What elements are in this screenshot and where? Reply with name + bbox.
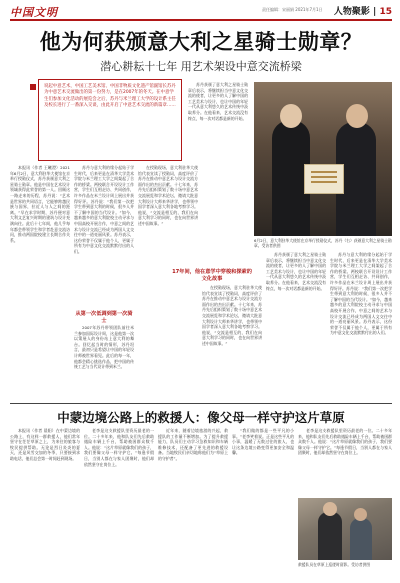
- article2-column-3: [158, 428, 228, 578]
- section-title: 人物聚影: [333, 7, 370, 17]
- article-paragraph: “我们做的都是一些平凡的小事。”老李笑着说。正是这些平凡的小事，温暖了无数过往的旅人，也让这条边境公路变得更加安全和温馨。: [232, 428, 294, 456]
- photo-person-left-head: [323, 502, 337, 516]
- article2-column-4: [232, 428, 294, 578]
- article-divider: [10, 403, 392, 404]
- article-column-5: [266, 252, 326, 401]
- article-paragraph: 苏丹获颁了意大利之星骑士勋章后表示，将继续担当中意文化交流的使者，让更多的人了解中国的工艺美术与设计，也让中国的年轻一代从意大利悠久的艺术传统中汲取养分。在他看来，艺术交流没有终点，每一次对话都是新的开始。: [188, 82, 248, 121]
- article-paragraph: 在授勋现场，意大利驻华大使馆代表宣读了授勋词，高度评价了苏丹在推动中意艺术与设计交流方面作出的杰出贡献。十七年来，苏丹先后组织策划了数十场中意艺术交流展览和学术论坛，邀请大批意大利设计大师来华讲学，也带领中国学者深入意大利各地考察学习。他说，“交流是相互的，我们在向意大利学习的同时，也在向世界讲述中国故事。”: [202, 285, 262, 346]
- article-paragraph: 近年来，随着边境旅游的兴起，救援队的工作量不断增加。为了提升救援能力，队员们主动学习急救知识和车辆维修技术，还配备了更先进的救援设备。当地牧民们亲切地称他们为“草原上的守护者”。: [158, 428, 228, 461]
- article-paragraph: 本报讯（作者 晨阳）在中蒙边境的公路上，有这样一群救援人，他们常年坚守在茫茫草原之上，为来往的旅客与牧民提供帮助。无论是烈日炎炎的夏天，还是风雪交加的冬季，只要接到求助电话，他们总会第一时间赶到现场。: [10, 428, 80, 461]
- award-ceremony-photo: [254, 82, 392, 236]
- intro-marker-icon: [30, 84, 36, 90]
- photo-person-right: [350, 518, 372, 560]
- photo-person-left-head: [280, 104, 302, 128]
- second-article-headline: 中蒙边境公路上的救援人：像父母一样守护这片草原: [57, 410, 345, 425]
- article-column-2a: [74, 165, 134, 309]
- article-headline: 他为何获颁意大利之星骑士勋章？: [39, 29, 363, 54]
- article-paragraph: 苏丹与意大利的缘分起始于学生时代，后来更是在清华大学美术学院与米兰理工大学之间架起了合作的桥梁。两校联合开设设计工作营，学生们互相走访、共同创作，许多作品在米兰设计周上展出并获得好评。苏丹说：“我们第一次把学生带到意大利的时候，很多人并不了解中国的当代设计。”如今，越来越多的意大利院校主动寻求与中国高校开展合作，中意之间的艺术与设计交流已经成为两国人文交往中的一道亮丽风景。苏丹表示，这份荣誉不仅属于他个人，更属于所有为中意文化交流默默付出的人们。: [330, 252, 392, 336]
- article-paragraph: 在授勋现场，意大利驻华大使馆代表宣读了授勋词，高度评价了苏丹在推动中意艺术与设计交流方面作出的杰出贡献。十七年来，苏丹先后组织策划了数十场中意艺术交流展览和学术论坛，邀请大批意大利设计大师来华讲学，也带领中国学者深入意大利各地考察学习。他说，“交流是相互的，我们在向意大利学习的同时，也在向世界讲述中国故事。”: [138, 165, 198, 226]
- issue-meta: 责任编辑：宋丽娟 2021年7月1日: [262, 7, 323, 12]
- article-intro-box: 说起中意艺术，中国工艺美术馆、中国非物质文化遗产馆副馆长苏丹为中意艺术交流做出的第一份努力，是在2007年的冬天。在中意学生们参加文化活动的展览会之后，苏丹与米兰理工大学的设计系主任及校长进行了一番深入交谈，由此开启了中意艺术交流的新篇章……: [38, 79, 182, 161]
- photo-person-left: [318, 512, 342, 560]
- page-header: [10, 4, 392, 18]
- section-subheading: 17年间，他在意学中穿梭和探索的文化故事: [172, 269, 252, 282]
- article2-column-1: [10, 428, 80, 578]
- article2-column-5: [298, 428, 392, 494]
- photo-person-right-head: [346, 104, 368, 128]
- article-paragraph: 老李是这支救援队里资历最老的一位。二十多年来，他和队友们先后救助遇险车辆上千台，帮助被困群众数千人。他说：“这片草原就像我们的孩子，我们要像父母一样守护它。”每逢节假日，当别人都在与家人团聚时，他们却依然坚守在岗位上。: [84, 428, 154, 467]
- section-label: 人物聚影 | 15: [333, 7, 392, 17]
- rescue-team-photo: [298, 498, 392, 560]
- article2-column-2: [84, 428, 154, 578]
- article-column-3: [188, 82, 248, 266]
- article-column-1b: [74, 325, 134, 401]
- photo-caption: 6月2日，意大利驻华大使馆在京举行授勋仪式，苏丹（右）获颁意大利之星骑士勋章。受访者供图: [254, 238, 392, 248]
- article-paragraph: 老李是这支救援队里资历最老的一位。二十多年来，他和队友们先后救助遇险车辆上千台，帮助被困群众数千人。他说：“这片草原就像我们的孩子，我们要像父母一样守护它。”每逢节假日，当别人都在与家人团聚时，他们却依然坚守在岗位上。: [298, 428, 392, 456]
- article-paragraph: 苏丹与意大利的缘分起始于学生时代，后来更是在清华大学美术学院与米兰理工大学之间架起了合作的桥梁。两校联合开设设计工作营，学生们互相走访、共同创作，许多作品在米兰设计周上展出并获得好评。苏丹说：“我们第一次把学生带到意大利的时候，很多人并不了解中国的当代设计。”如今，越来越多的意大利院校主动寻求与中国高校开展合作，中意之间的艺术与设计交流已经成为两国人文交往中的一道亮丽风景。苏丹表示，这份荣誉不仅属于他个人，更属于所有为中意文化交流默默付出的人们。: [74, 165, 134, 254]
- header-divider: [10, 19, 392, 21]
- section-subheading: 从第一次低调到第一次骑士: [75, 311, 133, 324]
- article-paragraph: 苏丹获颁了意大利之星骑士勋章后表示，将继续担当中意文化交流的使者，让更多的人了解中国的工艺美术与设计，也让中国的年轻一代从意大利悠久的艺术传统中汲取养分。在他看来，艺术交流没有终点，每一次对话都是新的开始。: [266, 252, 326, 291]
- article-column-6: [330, 252, 392, 401]
- page-number: 15: [379, 7, 392, 17]
- photo-certificate: [304, 164, 344, 194]
- article-subheadline: 潜心耕耘十七年 用艺术架设中意交流桥梁: [100, 60, 302, 73]
- photo-person-right-head: [354, 508, 367, 521]
- photo-caption: 救援队员在草原上巡逻时留影。受访者供图: [298, 562, 371, 567]
- article-column-1: [10, 165, 70, 401]
- article-paragraph: 本报讯（作者 王曦澄）2021年6月2日，意大利驻华大使馆在京举行授勋仪式，苏丹获颁意大利之星骑士勋章。他是中国在艺术设计领域获得此荣誉的第一人。回顾这一路走来的历程，苏丹说：“艺术是世界的共同语言，它能够跨越民族与国界，拉近人与人之间的距离。”早在求学时期，苏丹便对意大利文艺复兴时期的建筑与设计充满向往。此后十七年间，他几乎每年都会带领学生和学者赴意交流访问，推动两国院校建立长期合作关系。: [10, 165, 70, 243]
- newspaper-logo: 中国文明: [10, 6, 58, 19]
- article-paragraph: 2007年苏丹带领团队前往米兰参加国际设计周，这是他第一次以策展人的身份站上意大利的舞台。回忆起当时的情形，苏丹坦言，最初只是希望让中国的年轻设计师被世界看见。此后的每一年，他都会精心挑选作品，把中国的传统工艺与当代设计带到米兰。: [74, 325, 134, 370]
- article-column-4: [202, 285, 262, 401]
